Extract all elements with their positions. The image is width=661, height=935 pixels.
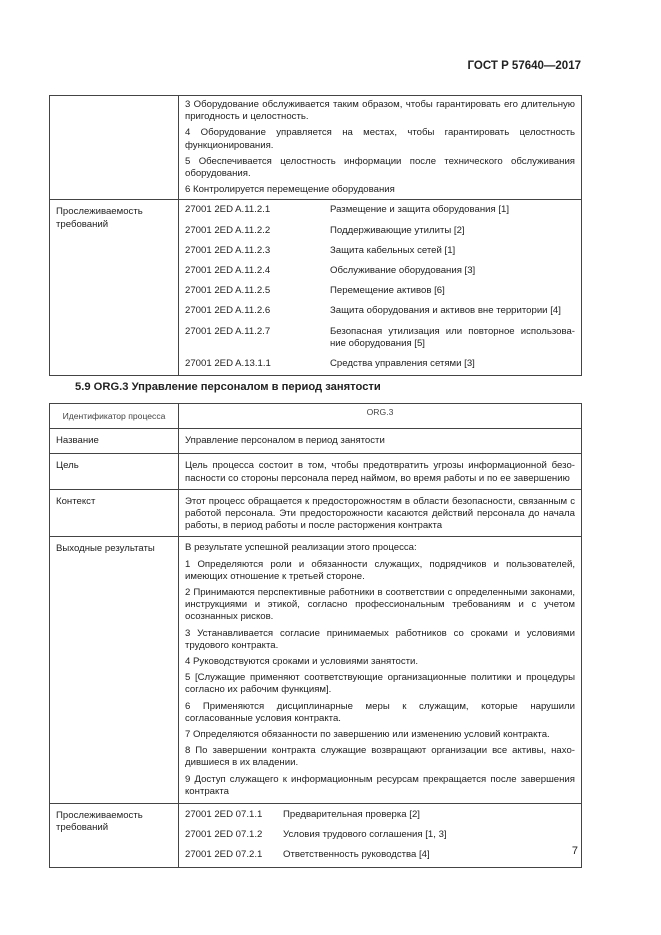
- list-item: 6 Контролируется перемещение оборудования: [185, 184, 395, 196]
- traceability-label: Прослеживаемость требований: [50, 200, 179, 376]
- trace-code: 27001 2ED 07.1.2: [185, 829, 263, 841]
- list-item: 1 Определяются роли и обязанности служащих, подрядчиков и пользователей, имеющих отношение к третьей стороне.: [185, 558, 575, 582]
- outputs-label: Выходные результаты: [50, 537, 179, 804]
- table-row: [50, 96, 582, 200]
- list-item: 5 [Служащие применяют соответствующие организационные политики и процедуры согласно их рабочим функциям].: [185, 672, 575, 696]
- table-row: [50, 454, 582, 489]
- process-id-label: Идентификатор процесса: [50, 404, 179, 429]
- list-item: 5 Обеспечивается целостность информации после технического обслуживания оборудования.: [185, 155, 575, 180]
- table-row: [50, 404, 582, 429]
- trace-row: [185, 358, 575, 370]
- trace-code: 27001 2ED A.11.2.6: [185, 305, 271, 317]
- trace-name: Поддерживающие утилиты [2]: [330, 224, 465, 236]
- table-row: [50, 804, 582, 868]
- empty-label-cell: [50, 96, 179, 200]
- trace-row: [185, 285, 575, 297]
- trace-name: Ответственность руководства [4]: [283, 849, 430, 861]
- list-item: 2 Принимаются перспективные работники в соответствии с определенными законами, инструкциями и этикой, согласно профессиональным требованиям и с учетом осознанных рисков.: [185, 587, 575, 623]
- trace-row: [185, 204, 575, 216]
- name-label: Название: [50, 429, 179, 454]
- trace-row: [185, 809, 575, 821]
- trace-row: [185, 245, 575, 257]
- document-standard-header: ГОСТ Р 57640—2017: [467, 60, 581, 72]
- trace-name: Безопасная утилизация или повторное использова-ние оборудования [5]: [330, 325, 575, 349]
- outputs-cell: [179, 537, 582, 804]
- list-item: 4 Руководствуются сроками и условиями занятости.: [185, 656, 419, 668]
- list-item: 7 Определяются обязанности по завершению или изменению условий контракта.: [185, 729, 550, 741]
- trace-code: 27001 2ED A.11.2.7: [185, 325, 271, 337]
- outputs-intro: В результате успешной реализации этого процесса:: [185, 542, 417, 554]
- org3-process-table: [49, 403, 582, 868]
- list-item: 6 Применяются дисциплинарные меры к служащим, которые нарушили согласованные условия контракта.: [185, 700, 575, 724]
- trace-row: [185, 849, 575, 861]
- trace-code: 27001 2ED 07.1.1: [185, 809, 263, 821]
- page-number: 7: [571, 845, 578, 857]
- goal-value: Цель процесса состоит в том, чтобы предотвратить угрозы информационной безо-пасности со стороны персонала перед наймом, во время работы и по ее завершению: [179, 454, 582, 489]
- trace-row: [185, 326, 575, 350]
- table-row: [50, 200, 582, 376]
- traceability-cell: [179, 200, 582, 376]
- name-value: Управление персоналом в период занятости: [179, 429, 582, 454]
- trace-code: 27001 2ED A.11.2.3: [185, 244, 271, 256]
- table-row: [50, 489, 582, 537]
- equipment-process-table-continuation: [49, 95, 582, 376]
- trace-row: [185, 305, 575, 317]
- trace-name: Условия трудового соглашения [1, 3]: [283, 829, 447, 841]
- list-item: 4 Оборудование управляется на местах, чтобы гарантировать целостность функционирования.: [185, 127, 575, 151]
- list-item: 3 Устанавливается согласие принимаемых работников со сроками и условиями трудового контракта.: [185, 627, 575, 651]
- outputs-continuation-cell: [179, 96, 582, 200]
- section-heading: 5.9 ORG.3 Управление персоналом в период занятости: [75, 381, 381, 393]
- trace-name: Размещение и защита оборудования [1]: [330, 204, 510, 216]
- trace-code: 27001 2ED A.11.2.5: [185, 285, 271, 297]
- table-row: [50, 429, 582, 454]
- trace-name: Перемещение активов [6]: [330, 285, 445, 297]
- list-item: 9 Доступ служащего к информационным ресурсам прекращается после завершения контракта: [185, 773, 575, 797]
- list-item: 3 Оборудование обслуживается таким образом, чтобы гарантировать его длительную пригодность и целостность.: [185, 99, 575, 123]
- trace-code: 27001 2ED 07.2.1: [185, 849, 263, 861]
- trace-code: 27001 2ED A.11.2.4: [185, 265, 271, 277]
- context-label: Контекст: [50, 489, 179, 537]
- context-value: Этот процесс обращается к предосторожностям в области безопасности, связанным с работой персонала. Эти предосторожности касаются действий персонала до начала работы, в период работы и после расторжения контракта: [179, 489, 582, 537]
- trace-row: [185, 265, 575, 277]
- trace-code: 27001 2ED A.11.2.2: [185, 224, 271, 236]
- process-id-value: ORG.3: [179, 404, 582, 429]
- trace-row: [185, 829, 575, 841]
- list-item: 8 По завершении контракта служащие возвращают организации все активы, нахо-дившиеся в их владении.: [185, 745, 575, 769]
- trace-code: 27001 2ED A.13.1.1: [185, 358, 271, 370]
- trace-name: Средства управления сетями [3]: [330, 358, 475, 370]
- trace-name: Защита оборудования и активов вне территории [4]: [330, 305, 561, 317]
- trace-code: 27001 2ED A.11.2.1: [185, 204, 271, 216]
- goal-label: Цель: [50, 454, 179, 489]
- trace-name: Предварительная проверка [2]: [283, 809, 420, 821]
- trace-name: Обслуживание оборудования [3]: [330, 265, 476, 277]
- traceability-label: Прослеживаемость требований: [50, 804, 179, 868]
- trace-row: [185, 225, 575, 237]
- table-row: [50, 537, 582, 804]
- traceability-cell: [179, 804, 582, 868]
- trace-name: Защита кабельных сетей [1]: [330, 244, 456, 256]
